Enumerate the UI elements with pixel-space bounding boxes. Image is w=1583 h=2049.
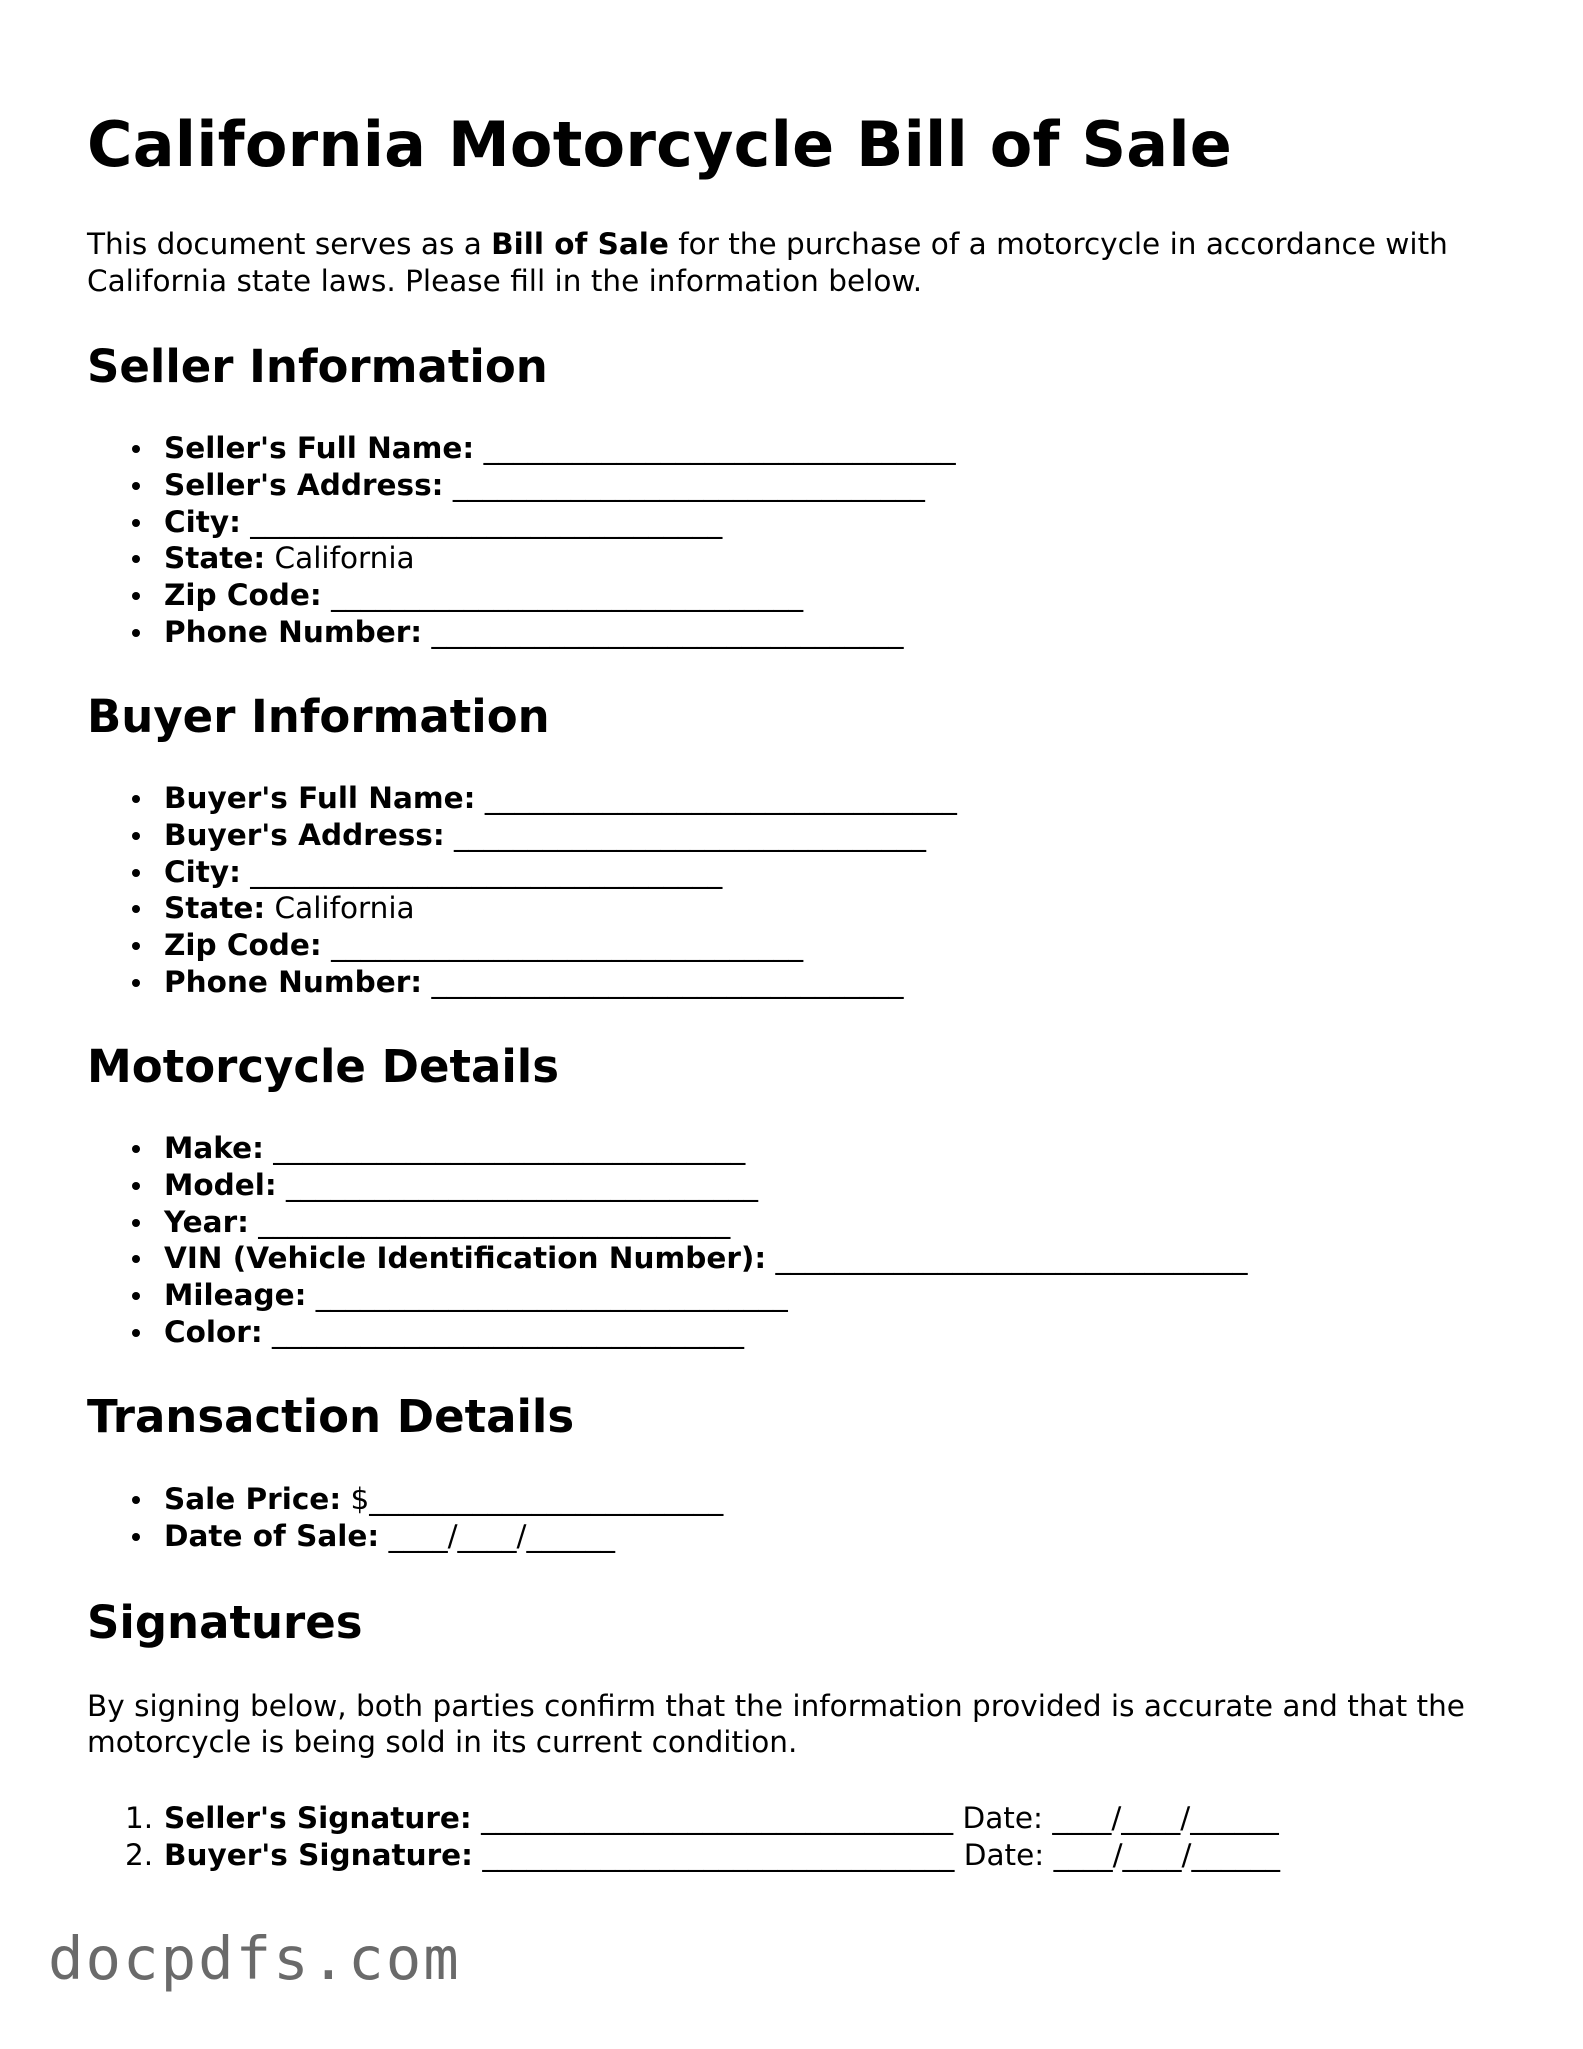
field-label: Zip Code: bbox=[164, 578, 322, 613]
field-blank: ____/____/______ bbox=[379, 1518, 615, 1553]
mileage-item bbox=[87, 1277, 1248, 1314]
field-label: State: bbox=[164, 541, 266, 576]
field-blank: ________________________________ bbox=[306, 1278, 788, 1313]
intro-paragraph bbox=[87, 226, 1507, 300]
signatures-list bbox=[87, 1800, 1280, 1874]
field-blank: ________________________________ bbox=[321, 928, 804, 963]
intro-text-end: for the purchase of a motorcycle in accordance with California state laws. Please fill in the information below. bbox=[87, 227, 1448, 298]
document-title: California Motorcycle Bill of Sale bbox=[87, 108, 1233, 181]
field-label: Make: bbox=[164, 1131, 264, 1165]
field-blank: $________________________ bbox=[341, 1482, 724, 1516]
list-number: 2. bbox=[125, 1837, 154, 1872]
field-label: Date of Sale: bbox=[164, 1518, 380, 1553]
buyer-zip-item bbox=[87, 927, 957, 964]
vin-item bbox=[87, 1240, 1248, 1277]
watermark-text: docpdfs.com bbox=[48, 1924, 461, 1993]
field-label: Seller's Full Name: bbox=[164, 431, 475, 465]
field-label: Seller's Address: bbox=[164, 467, 444, 502]
field-label: Buyer's Address: bbox=[164, 817, 445, 852]
transaction-list bbox=[87, 1481, 723, 1555]
field-label: Year: bbox=[164, 1204, 249, 1239]
field-blank: ________________________________ bbox=[240, 504, 723, 539]
buyer-full-name-item bbox=[87, 780, 957, 817]
buyer-address-item bbox=[87, 817, 957, 854]
field-blank: ________________________________ bbox=[422, 964, 904, 999]
seller-heading: Seller Information bbox=[87, 340, 548, 393]
field-label: Zip Code: bbox=[164, 928, 322, 963]
field-blank: ________________________________ bbox=[766, 1241, 1248, 1276]
seller-list bbox=[87, 430, 956, 651]
seller-phone-item bbox=[87, 614, 956, 651]
date-of-sale-item bbox=[87, 1518, 723, 1555]
field-blank: ________________________________ Date: ____/____/______ bbox=[472, 1837, 1280, 1872]
field-blank: ________________________________ bbox=[321, 578, 804, 613]
field-blank: ________________________________ bbox=[248, 1204, 731, 1239]
seller-signature-item bbox=[87, 1800, 1280, 1837]
motorcycle-list bbox=[87, 1130, 1248, 1351]
field-blank: ________________________________ bbox=[240, 854, 723, 889]
seller-full-name-item bbox=[87, 430, 956, 467]
field-blank: ________________________________ bbox=[443, 467, 925, 502]
field-label: City: bbox=[164, 854, 241, 889]
field-blank: ________________________________ bbox=[475, 781, 957, 815]
field-label: Seller's Signature: bbox=[164, 1801, 472, 1835]
field-blank: ________________________________ bbox=[444, 817, 927, 852]
field-label: State: bbox=[164, 891, 266, 926]
field-label: City: bbox=[164, 504, 241, 539]
transaction-heading: Transaction Details bbox=[87, 1390, 575, 1443]
field-label: Sale Price: bbox=[164, 1482, 342, 1516]
sale-price-item bbox=[87, 1481, 723, 1518]
field-label: VIN (Vehicle Identification Number): bbox=[164, 1241, 767, 1276]
make-item bbox=[87, 1130, 1248, 1167]
list-number: 1. bbox=[125, 1801, 154, 1835]
model-item bbox=[87, 1167, 1248, 1204]
intro-bold-term: Bill of Sale bbox=[491, 227, 669, 261]
field-blank: ________________________________ bbox=[474, 431, 956, 465]
seller-state-item bbox=[87, 540, 956, 577]
seller-zip-item bbox=[87, 577, 956, 614]
field-value: California bbox=[265, 541, 415, 576]
seller-city-item bbox=[87, 504, 956, 541]
buyer-signature-item bbox=[87, 1837, 1280, 1874]
field-label: Phone Number: bbox=[164, 614, 423, 649]
signatures-heading: Signatures bbox=[87, 1596, 363, 1649]
field-label: Mileage: bbox=[164, 1278, 307, 1313]
field-value: California bbox=[265, 891, 415, 926]
field-label: Phone Number: bbox=[164, 964, 423, 999]
color-item bbox=[87, 1314, 1248, 1351]
buyer-phone-item bbox=[87, 964, 957, 1001]
field-label: Buyer's Full Name: bbox=[164, 781, 476, 815]
field-label: Color: bbox=[164, 1314, 263, 1349]
field-blank: ________________________________ bbox=[276, 1167, 759, 1202]
buyer-list bbox=[87, 780, 957, 1001]
field-label: Buyer's Signature: bbox=[164, 1837, 473, 1872]
year-item bbox=[87, 1204, 1248, 1241]
intro-text-start: This document serves as a bbox=[87, 227, 492, 261]
motorcycle-heading: Motorcycle Details bbox=[87, 1040, 559, 1093]
buyer-state-item bbox=[87, 890, 957, 927]
field-label: Model: bbox=[164, 1167, 277, 1202]
field-blank: ________________________________ bbox=[263, 1131, 746, 1165]
buyer-heading: Buyer Information bbox=[87, 690, 550, 743]
signatures-paragraph: By signing below, both parties confirm that the information provided is accurate and that the motorcycle is being sold in its current condition. bbox=[87, 1689, 1465, 1759]
field-blank: ________________________________ Date: ____/____/______ bbox=[471, 1801, 1279, 1835]
field-blank: ________________________________ bbox=[262, 1314, 745, 1349]
seller-address-item bbox=[87, 467, 956, 504]
field-blank: ________________________________ bbox=[422, 614, 904, 649]
buyer-city-item bbox=[87, 854, 957, 891]
